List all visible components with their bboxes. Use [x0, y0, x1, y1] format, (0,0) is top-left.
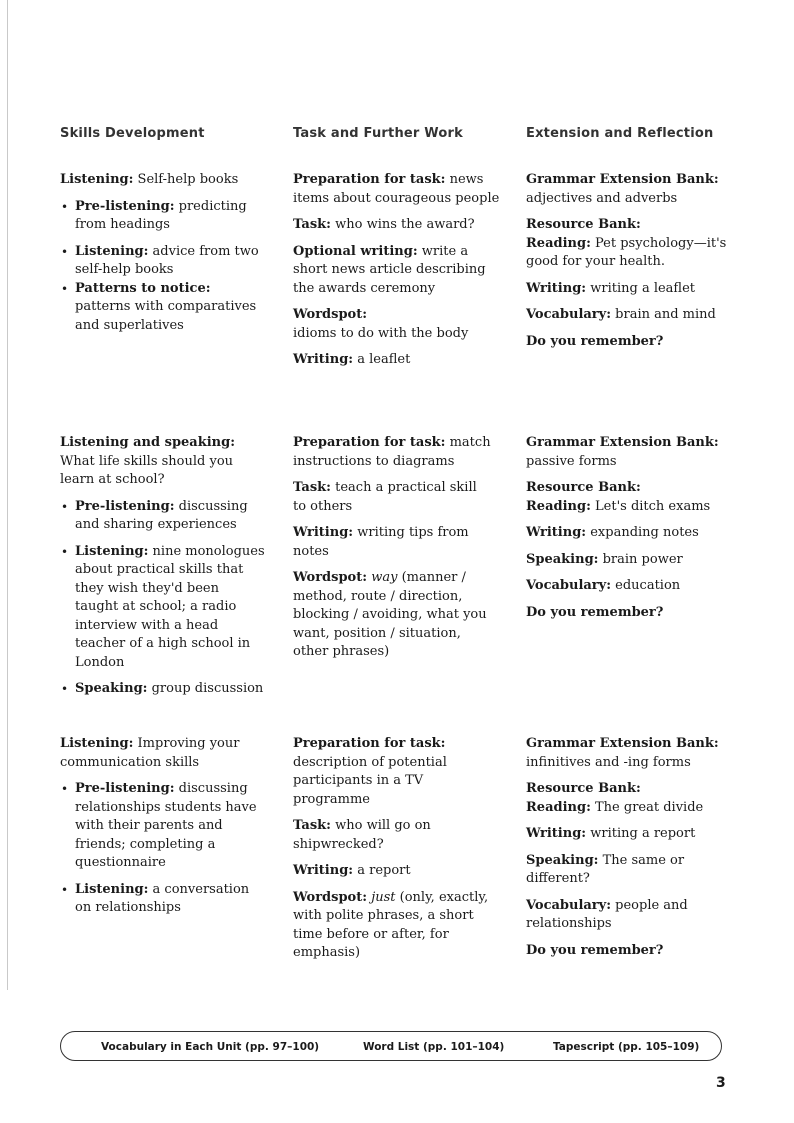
- entry-label: Writing:: [526, 525, 587, 540]
- entry-label: Preparation for task:: [293, 172, 446, 187]
- entry-label: Resource Bank:: [526, 480, 641, 495]
- entry-text: who wins the award?: [335, 217, 475, 232]
- entry-text: description of potential participants in a TV programme: [293, 754, 447, 807]
- header-skills-development: Skills Development: [60, 126, 205, 141]
- entry-text: write a short news article describing the awards ceremony: [293, 243, 486, 296]
- bullet-text: a conversation on relationships: [75, 881, 250, 915]
- list-item: [60, 198, 265, 235]
- row2-task: [293, 434, 493, 670]
- entry-text: infinitives and -ing forms: [526, 754, 691, 770]
- entry-text: news items about courageous people: [293, 172, 500, 206]
- bullet-label: Pre-listening:: [75, 498, 175, 514]
- extension-entry: [526, 524, 731, 543]
- bullet-text: advice from two self-help books: [75, 243, 259, 277]
- task-entry: [293, 171, 503, 208]
- entry-label: Task:: [293, 818, 331, 833]
- row1-extension: [526, 171, 731, 359]
- task-entry: [293, 569, 493, 662]
- extension-entry: [526, 825, 736, 844]
- bullet-text: patterns with comparatives and superlatives: [75, 299, 257, 333]
- entry-label: Vocabulary:: [526, 578, 612, 593]
- entry-label: Vocabulary:: [526, 897, 612, 913]
- task-entry: [293, 817, 503, 854]
- extension-entry: [526, 780, 736, 817]
- entry-text: Pet psychology—it's good for your health.: [526, 235, 727, 269]
- task-entry: [293, 216, 503, 235]
- entry-italic: way: [371, 570, 398, 585]
- footer-reference-bar: [60, 1031, 722, 1061]
- entry-text: The same or different?: [526, 852, 685, 886]
- entry-text: writing tips from notes: [293, 525, 469, 559]
- bullet-text: predicting from headings: [75, 198, 247, 232]
- entry-label: Do you remember?: [526, 333, 664, 349]
- row3-skills: [60, 735, 265, 926]
- footer-tapescript-link[interactable]: Tapescript (pp. 105–109): [553, 1041, 700, 1053]
- row1-skills-intro-text: Self-help books: [137, 172, 239, 187]
- task-entry: [293, 306, 503, 343]
- row2-skills-intro-text: What life skills should you learn at school?: [60, 453, 234, 487]
- bullet-text: nine monologues about practical skills that they wish they'd been taught at school; a radio interview with a head teacher of a high school in London: [75, 543, 265, 670]
- list-item: [60, 243, 265, 280]
- extension-entry: [526, 852, 736, 889]
- entry-text: (only, exactly, with polite phrases, a short time before or after, for emphasis): [293, 889, 489, 960]
- row3-extension: [526, 735, 736, 968]
- entry-label: Vocabulary:: [526, 307, 612, 322]
- entry-label: Grammar Extension Bank:: [526, 435, 719, 450]
- row1-task: [293, 171, 503, 378]
- extension-entry: [526, 280, 731, 299]
- entry-text: The great divide: [595, 799, 704, 815]
- extension-entry: [526, 897, 736, 934]
- task-entry: [293, 434, 493, 471]
- bullet-label: Pre-listening:: [75, 198, 175, 214]
- entry-sublabel: Reading:: [526, 235, 591, 251]
- entry-text: teach a practical skill to others: [293, 480, 477, 514]
- extension-entry: [526, 171, 731, 208]
- bullet-label: Listening:: [75, 881, 149, 897]
- entry-label: Preparation for task:: [293, 435, 446, 450]
- entry-label: Do you remember?: [526, 604, 664, 620]
- list-item: [60, 680, 265, 699]
- entry-label: Task:: [293, 217, 331, 232]
- row2-skills-bullets: [60, 498, 265, 699]
- entry-text: a report: [357, 863, 411, 878]
- list-item: [60, 881, 265, 918]
- entry-label: Speaking:: [526, 551, 599, 567]
- row3-skills-intro-label: Listening:: [60, 736, 134, 751]
- entry-label: Optional writing:: [293, 243, 418, 259]
- bullet-text: discussing relationships students have with their parents and friends; completing a questionnaire: [75, 781, 257, 870]
- entry-text: expanding notes: [590, 525, 699, 540]
- row1-skills-bullets: [60, 198, 265, 336]
- entry-label: Wordspot:: [293, 889, 368, 905]
- entry-label: Grammar Extension Bank:: [526, 172, 719, 187]
- entry-label: Resource Bank:: [526, 217, 641, 232]
- entry-italic: just: [371, 889, 396, 905]
- entry-text: a leaflet: [357, 352, 411, 367]
- extension-entry: [526, 434, 731, 471]
- left-margin-rule: [7, 0, 8, 990]
- page-number: 3: [716, 1075, 726, 1091]
- row3-skills-bullets: [60, 780, 265, 918]
- bullet-label: Listening:: [75, 243, 149, 259]
- task-entry: [293, 735, 503, 809]
- entry-text: writing a leaflet: [590, 280, 696, 296]
- extension-entry: [526, 735, 736, 772]
- row2-skills-intro-label: Listening and speaking:: [60, 435, 236, 450]
- entry-text: brain power: [602, 551, 683, 567]
- row1-skills-intro-label: Listening:: [60, 172, 134, 187]
- extension-entry: [526, 551, 731, 570]
- entry-label: Grammar Extension Bank:: [526, 736, 719, 751]
- entry-text: Let's ditch exams: [595, 498, 711, 514]
- task-entry: [293, 243, 503, 299]
- extension-entry: [526, 333, 731, 352]
- row2-skills: [60, 434, 265, 707]
- bullet-text: discussing and sharing experiences: [75, 498, 248, 532]
- extension-entry: [526, 942, 736, 961]
- header-task-further-work: Task and Further Work: [293, 126, 463, 141]
- task-entry: [293, 889, 503, 963]
- entry-label: Writing:: [293, 352, 354, 367]
- task-entry: [293, 351, 503, 370]
- entry-sublabel: Reading:: [526, 498, 591, 514]
- entry-text: match instructions to diagrams: [293, 435, 491, 469]
- entry-label: Do you remember?: [526, 942, 664, 958]
- bullet-text: group discussion: [151, 681, 264, 696]
- task-entry: [293, 479, 493, 516]
- entry-text: (manner / method, route / direction, blocking / avoiding, what you want, position / situation, other phrases): [293, 570, 487, 659]
- entry-label: Writing:: [293, 525, 354, 540]
- row2-extension: [526, 434, 731, 630]
- bullet-label: Speaking:: [75, 681, 148, 696]
- list-item: [60, 780, 265, 873]
- extension-entry: [526, 479, 731, 516]
- bullet-label: Listening:: [75, 543, 149, 559]
- extension-entry: [526, 577, 731, 596]
- entry-label: Wordspot:: [293, 570, 368, 585]
- header-extension-reflection: Extension and Reflection: [526, 126, 714, 141]
- task-entry: [293, 862, 503, 881]
- entry-label: Speaking:: [526, 852, 599, 868]
- entry-text: adjectives and adverbs: [526, 190, 678, 206]
- footer-vocabulary-link[interactable]: Vocabulary in Each Unit (pp. 97–100): [101, 1041, 320, 1053]
- entry-text: education: [615, 578, 681, 593]
- entry-text: writing a report: [590, 826, 696, 841]
- entry-label: Writing:: [526, 280, 587, 296]
- entry-text: idioms to do with the body: [293, 325, 469, 341]
- entry-label: Writing:: [293, 863, 354, 878]
- entry-sublabel: Reading:: [526, 799, 591, 815]
- bullet-label: Pre-listening:: [75, 781, 175, 796]
- entry-label: Wordspot:: [293, 307, 368, 322]
- row3-task: [293, 735, 503, 971]
- extension-entry: [526, 216, 731, 272]
- footer-word-list-link[interactable]: Word List (pp. 101–104): [363, 1041, 505, 1053]
- entry-text: brain and mind: [615, 307, 716, 322]
- entry-label: Resource Bank:: [526, 781, 641, 796]
- row3-skills-intro-text: Improving your communication skills: [60, 736, 240, 770]
- extension-entry: [526, 604, 731, 623]
- bullet-label: Patterns to notice:: [75, 280, 211, 296]
- list-item: [60, 280, 265, 336]
- entry-text: passive forms: [526, 453, 617, 469]
- entry-text: who will go on shipwrecked?: [293, 818, 431, 852]
- entry-label: Writing:: [526, 826, 587, 841]
- row1-skills: [60, 171, 265, 343]
- task-entry: [293, 524, 493, 561]
- extension-entry: [526, 306, 731, 325]
- entry-label: Task:: [293, 480, 331, 495]
- list-item: [60, 543, 265, 673]
- list-item: [60, 498, 265, 535]
- entry-text: people and relationships: [526, 897, 688, 931]
- entry-label: Preparation for task:: [293, 736, 446, 751]
